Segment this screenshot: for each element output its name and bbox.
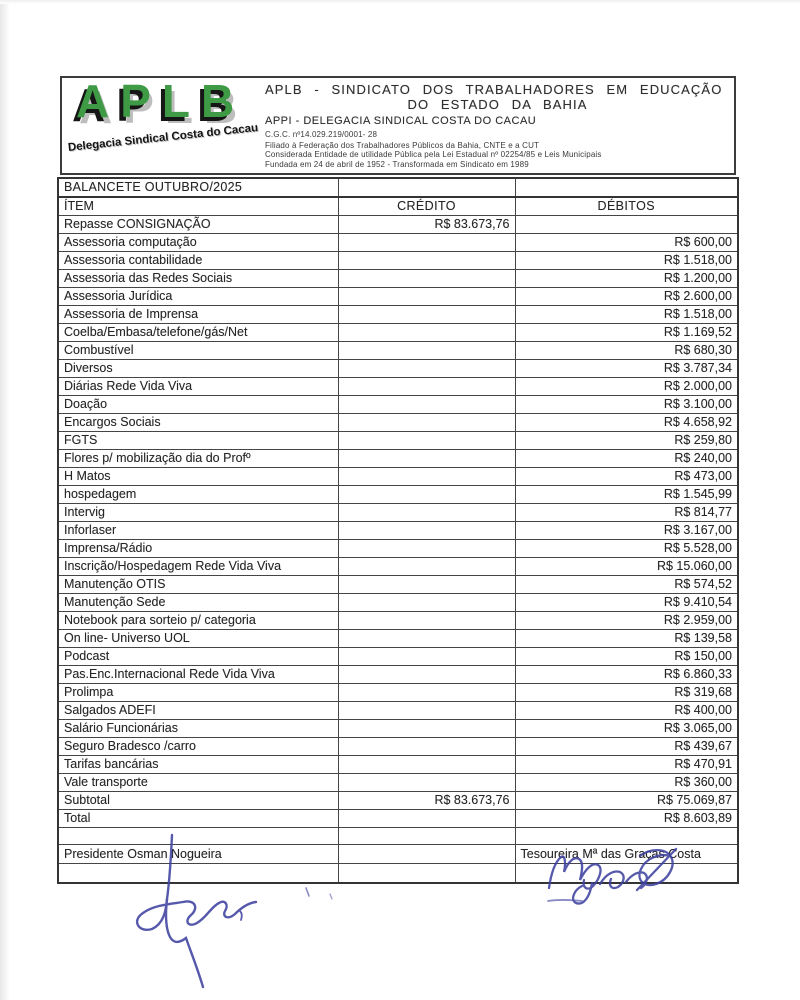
- table-row: [58, 306, 738, 324]
- item-cell: Encargos Sociais: [58, 414, 338, 432]
- table-row: [58, 288, 738, 306]
- spacer-row: [58, 864, 738, 883]
- column-header-credito: CRÉDITO: [338, 197, 515, 216]
- item-cell: Assessoria contabilidade: [58, 252, 338, 270]
- table-row: [58, 738, 738, 756]
- debitos-cell: R$ 3.065,00: [515, 720, 738, 738]
- table-row: [58, 396, 738, 414]
- credito-cell: [338, 450, 515, 468]
- table-row: [58, 432, 738, 450]
- org-name-line2: DO ESTADO DA BAHIA: [407, 97, 588, 112]
- credito-cell: [338, 270, 515, 288]
- column-header-item: ÍTEM: [58, 197, 338, 216]
- empty-cell: [338, 845, 515, 864]
- credito-cell: [338, 576, 515, 594]
- item-cell: Inscrição/Hospedagem Rede Vida Viva: [58, 558, 338, 576]
- subtotal-debitos: R$ 75.069,87: [515, 792, 738, 810]
- debitos-cell: R$ 1.518,00: [515, 306, 738, 324]
- aplb-logo: APLB: [76, 75, 246, 127]
- item-cell: Repasse CONSIGNAÇÃO: [58, 216, 338, 234]
- president-label: Presidente Osman Nogueira: [58, 845, 338, 864]
- item-cell: Diárias Rede Vida Viva: [58, 378, 338, 396]
- debitos-cell: R$ 400,00: [515, 702, 738, 720]
- table-row: [58, 522, 738, 540]
- credito-cell: [338, 234, 515, 252]
- item-cell: hospedagem: [58, 486, 338, 504]
- item-cell: Podcast: [58, 648, 338, 666]
- table-row: [58, 378, 738, 396]
- debitos-cell: R$ 1.169,52: [515, 324, 738, 342]
- credito-cell: [338, 648, 515, 666]
- credito-cell: [338, 396, 515, 414]
- item-cell: Manutenção Sede: [58, 594, 338, 612]
- delegacia-line: APPI - DELEGACIA SINDICAL COSTA DO CACAU: [265, 115, 537, 127]
- debitos-cell: R$ 319,68: [515, 684, 738, 702]
- credito-cell: [338, 702, 515, 720]
- table-row: [58, 540, 738, 558]
- item-cell: Assessoria Jurídica: [58, 288, 338, 306]
- credito-cell: [338, 486, 515, 504]
- empty-cell: [515, 864, 738, 883]
- credito-cell: [338, 684, 515, 702]
- credito-cell: [338, 360, 515, 378]
- item-cell: Flores p/ mobilização dia do Profº: [58, 450, 338, 468]
- table-title: BALANCETE OUTUBRO/2025: [58, 178, 338, 197]
- debitos-cell: R$ 574,52: [515, 576, 738, 594]
- item-cell: Assessoria de Imprensa: [58, 306, 338, 324]
- treasurer-label: Tesoureira Mª das Graças Costa: [515, 845, 738, 864]
- empty-cell: [58, 864, 338, 883]
- debitos-cell: R$ 15.060,00: [515, 558, 738, 576]
- debitos-cell: R$ 1.545,99: [515, 486, 738, 504]
- empty-cell: [338, 828, 515, 845]
- letterhead-box: [60, 76, 736, 175]
- credito-cell: [338, 252, 515, 270]
- credito-cell: [338, 378, 515, 396]
- item-cell: Doação: [58, 396, 338, 414]
- table-row: [58, 756, 738, 774]
- item-cell: Intervig: [58, 504, 338, 522]
- total-row: [58, 810, 738, 828]
- letterhead-text-block: [265, 82, 730, 169]
- table-title-row: [58, 178, 738, 197]
- empty-cell: [338, 178, 515, 197]
- item-cell: Salário Funcionárias: [58, 720, 338, 738]
- item-cell: Combustível: [58, 342, 338, 360]
- table-row: [58, 486, 738, 504]
- empty-cell: [338, 864, 515, 883]
- item-cell: FGTS: [58, 432, 338, 450]
- debitos-cell: R$ 600,00: [515, 234, 738, 252]
- debitos-cell: R$ 680,30: [515, 342, 738, 360]
- debitos-cell: R$ 4.658,92: [515, 414, 738, 432]
- table-body: [58, 216, 738, 792]
- item-cell: Assessoria computação: [58, 234, 338, 252]
- credito-cell: [338, 432, 515, 450]
- debitos-cell: R$ 439,67: [515, 738, 738, 756]
- credito-cell: [338, 558, 515, 576]
- credito-cell: [338, 504, 515, 522]
- total-debitos: R$ 8.603,89: [515, 810, 738, 828]
- item-cell: Manutenção OTIS: [58, 576, 338, 594]
- debitos-cell: R$ 259,80: [515, 432, 738, 450]
- item-cell: Inforlaser: [58, 522, 338, 540]
- item-cell: Diversos: [58, 360, 338, 378]
- table-row: [58, 468, 738, 486]
- table-row: [58, 234, 738, 252]
- item-cell: Assessoria das Redes Sociais: [58, 270, 338, 288]
- table-row: [58, 576, 738, 594]
- item-cell: Tarifas bancárias: [58, 756, 338, 774]
- table-row: [58, 342, 738, 360]
- debitos-cell: R$ 2.000,00: [515, 378, 738, 396]
- empty-cell: [58, 828, 338, 845]
- table-row: [58, 702, 738, 720]
- item-cell: Coelba/Embasa/telefone/gás/Net: [58, 324, 338, 342]
- table-row: [58, 630, 738, 648]
- item-cell: Notebook para sorteio p/ categoria: [58, 612, 338, 630]
- item-cell: On line- Universo UOL: [58, 630, 338, 648]
- debitos-cell: R$ 360,00: [515, 774, 738, 792]
- credito-cell: [338, 288, 515, 306]
- table-row: [58, 558, 738, 576]
- fine-print-line3: Fundada em 24 de abril de 1952 - Transformada em Sindicato em 1989: [265, 159, 529, 169]
- subtotal-row: [58, 792, 738, 810]
- item-cell: Imprensa/Rádio: [58, 540, 338, 558]
- table-row: [58, 504, 738, 522]
- debitos-cell: R$ 3.167,00: [515, 522, 738, 540]
- debitos-cell: R$ 150,00: [515, 648, 738, 666]
- subtotal-label: Subtotal: [58, 792, 338, 810]
- table-row: [58, 666, 738, 684]
- credito-cell: [338, 738, 515, 756]
- fine-print: [265, 130, 730, 169]
- item-cell: H Matos: [58, 468, 338, 486]
- credito-cell: R$ 83.673,76: [338, 216, 515, 234]
- table-row: [58, 450, 738, 468]
- debitos-cell: R$ 5.528,00: [515, 540, 738, 558]
- column-header-row: [58, 197, 738, 216]
- table-row: [58, 774, 738, 792]
- table-row: [58, 684, 738, 702]
- table-row: [58, 612, 738, 630]
- signature-labels-row: [58, 845, 738, 864]
- credito-cell: [338, 414, 515, 432]
- credito-cell: [338, 666, 515, 684]
- debitos-cell: [515, 216, 738, 234]
- debitos-cell: R$ 814,77: [515, 504, 738, 522]
- debitos-cell: R$ 470,91: [515, 756, 738, 774]
- credito-cell: [338, 720, 515, 738]
- debitos-cell: R$ 1.200,00: [515, 270, 738, 288]
- total-credito: [338, 810, 515, 828]
- credito-cell: [338, 306, 515, 324]
- debitos-cell: R$ 3.100,00: [515, 396, 738, 414]
- table-row: [58, 360, 738, 378]
- table-row: [58, 270, 738, 288]
- credito-cell: [338, 540, 515, 558]
- item-cell: Salgados ADEFI: [58, 702, 338, 720]
- credito-cell: [338, 468, 515, 486]
- debitos-cell: R$ 3.787,34: [515, 360, 738, 378]
- spacer-row: [58, 828, 738, 845]
- item-cell: Pas.Enc.Internacional Rede Vida Viva: [58, 666, 338, 684]
- credito-cell: [338, 774, 515, 792]
- item-cell: Prolimpa: [58, 684, 338, 702]
- scan-edge-top: [0, 0, 800, 4]
- total-label: Total: [58, 810, 338, 828]
- subtotal-credito: R$ 83.673,76: [338, 792, 515, 810]
- credito-cell: [338, 612, 515, 630]
- debitos-cell: R$ 2.959,00: [515, 612, 738, 630]
- debitos-cell: R$ 1.518,00: [515, 252, 738, 270]
- scan-edge-left: [0, 0, 9, 1000]
- credito-cell: [338, 630, 515, 648]
- debitos-cell: R$ 473,00: [515, 468, 738, 486]
- debitos-cell: R$ 2.600,00: [515, 288, 738, 306]
- balance-table: [57, 177, 739, 884]
- debitos-cell: R$ 6.860,33: [515, 666, 738, 684]
- debitos-cell: R$ 240,00: [515, 450, 738, 468]
- table-row: [58, 720, 738, 738]
- credito-cell: [338, 324, 515, 342]
- table-row: [58, 324, 738, 342]
- logo-subtitle: Delegacia Sindical Costa do Cacau: [67, 122, 259, 154]
- empty-cell: [515, 178, 738, 197]
- item-cell: Seguro Bradesco /carro: [58, 738, 338, 756]
- credito-cell: [338, 342, 515, 360]
- table-row: [58, 414, 738, 432]
- table-row: [58, 252, 738, 270]
- table-row: [58, 648, 738, 666]
- fine-print-line2: Considerada Entidade de utilidade Pública pela Lei Estadual nº 02254/85 e Leis Municipais: [265, 150, 602, 160]
- debitos-cell: R$ 9.410,54: [515, 594, 738, 612]
- cgc-number: C.G.C. nº14.029.219/0001- 28: [265, 130, 378, 139]
- debitos-cell: R$ 139,58: [515, 630, 738, 648]
- empty-cell: [515, 828, 738, 845]
- table-row: [58, 594, 738, 612]
- table-row: [58, 216, 738, 234]
- credito-cell: [338, 594, 515, 612]
- credito-cell: [338, 522, 515, 540]
- org-name-line1: APLB - SINDICATO DOS TRABALHADORES EM EDUCAÇÃO: [265, 82, 723, 97]
- credito-cell: [338, 756, 515, 774]
- column-header-debitos: DÉBITOS: [515, 197, 738, 216]
- item-cell: Vale transporte: [58, 774, 338, 792]
- fine-print-line1: Filiado à Federação dos Trabalhadores Públicos da Bahia, CNTE e a CUT: [265, 140, 540, 150]
